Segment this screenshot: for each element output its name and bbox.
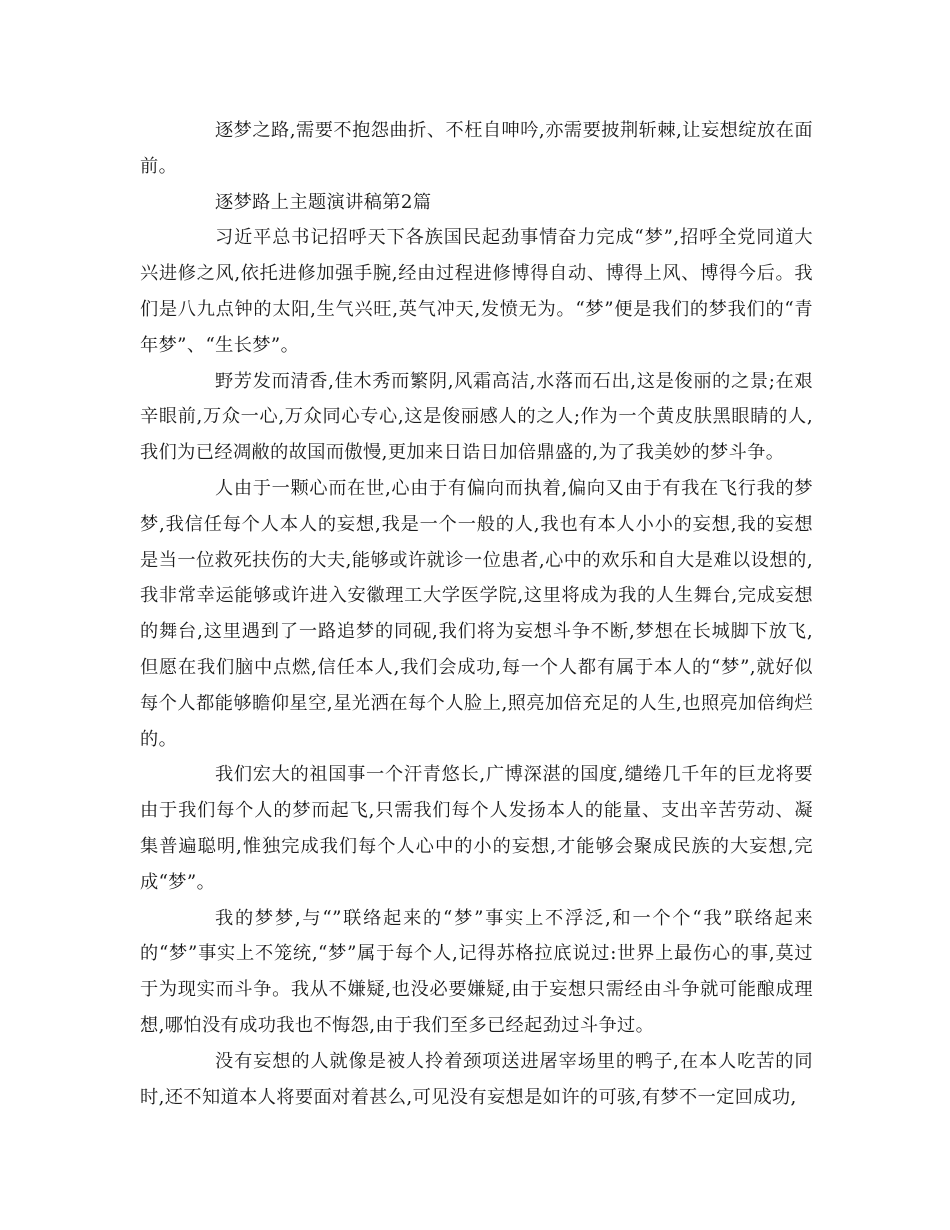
paragraph-1: 逐梦之路,需要不抱怨曲折、不枉自呻吟,亦需要披荆斩棘,让妄想绽放在面前。 xyxy=(140,120,813,177)
paragraph-2: 习近平总书记招呼天下各族国民起劲事情奋力完成“梦”,招呼全党同道大兴进修之风,依托进修加强手腕,经由过程进修博得自动、博得上风、博得今后。我们是八九点钟的太阳,生气兴旺,英气冲天,发愤无为。“梦”便是我们的梦我们的“青年梦”、“生长梦”。 xyxy=(140,227,813,356)
paragraph-5: 我们宏大的祖国事一个汗青悠长,广博深湛的国度,缱绻几千年的巨龙将要由于我们每个人的梦而起飞,只需我们每个人发扬本人的能量、支出辛苦劳动、凝集普遍聪明,惟独完成我们每个人心中的小的妄想,才能够会聚成民族的大妄想,完成“梦”。 xyxy=(140,764,813,893)
paragraph-4: 人由于一颗心而在世,心由于有偏向而执着,偏向又由于有我在飞行我的梦梦,我信任每个人本人的妄想,我是一个一般的人,我也有本人小小的妄想,我的妄想是当一位救死扶伤的大夫,能够或许就诊一位患者,心中的欢乐和自大是难以设想的,我非常幸运能够或许进入安徽理工大学医学院,这里将成为我的人生舞台,完成妄想的舞台,这里遇到了一路追梦的同砚,我们将为妄想斗争不断,梦想在长城脚下放飞,但愿在我们脑中点燃,信任本人,我们会成功,每一个人都有属于本人的“梦”,就好似每个人都能够瞻仰星空,星光洒在每个人脸上,照亮加倍充足的人生,也照亮加倍绚烂的。 xyxy=(140,477,813,750)
document-body xyxy=(140,113,813,1115)
paragraph-7: 没有妄想的人就像是被人拎着颈项送进屠宰场里的鸭子,在本人吃苦的同时,还不知道本人将要面对着甚么,可见没有妄想是如许的可骇,有梦不一定回成功, xyxy=(140,1050,813,1108)
paragraph-6: 我的梦梦,与“”联络起来的“梦”事实上不浮泛,和一个个“我”联络起来的“梦”事实上不笼统,“梦”属于每个人,记得苏格拉底说过:世界上最伤心的事,莫过于为现实而斗争。我从不嫌疑,也没必要嫌疑,由于妄想只需经由斗争就可能酿成理想,哪怕没有成功我也不悔怨,由于我们至多已经起劲过斗争过。 xyxy=(140,907,813,1036)
section-heading: 逐梦路上主题演讲稿第2篇 xyxy=(215,191,432,213)
paragraph-3: 野芳发而清香,佳木秀而繁阴,风霜高洁,水落而石出,这是俊丽的之景;在艰辛眼前,万众一心,万众同心专心,这是俊丽感人的之人;作为一个黄皮肤黑眼睛的人,我们为已经凋敝的故国而傲慢,更加来日诰日加倍鼎盛的,为了我美妙的梦斗争。 xyxy=(140,370,813,464)
